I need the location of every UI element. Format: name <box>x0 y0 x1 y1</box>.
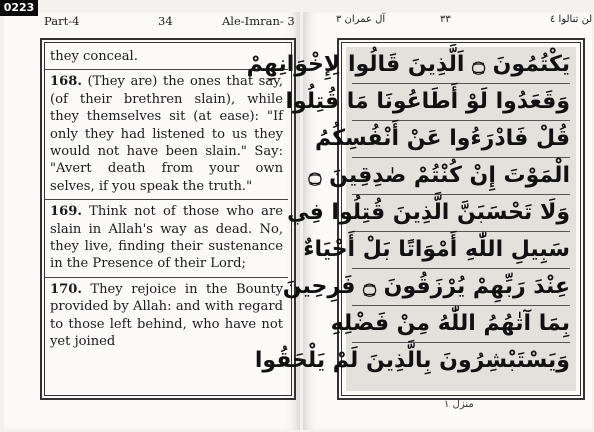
right-header-page: ٣٣ <box>440 14 451 25</box>
arabic-text-box <box>246 47 576 391</box>
verse-169: 169. Think not of those who are slain in Allah's way as dead. No, they live, finding their sustenance in the Presence of their Lord; <box>50 204 283 272</box>
right-header-part: لن تنالوا ٤ <box>550 14 593 25</box>
arabic-line: يَكْتُمُونَ ۝ اَلَّذِينَ قَالُوا لِإِخْوَانِهِمْ <box>352 47 570 84</box>
arabic-frame <box>246 38 585 400</box>
right-header-surah: آل عمران ٣ <box>336 14 386 25</box>
verse-number: 170. <box>50 281 82 297</box>
arabic-line: وَلَا تَحْسَبَنَّ الَّذِينَ قُتِلُوا فِي <box>352 195 570 232</box>
divider <box>45 199 288 200</box>
translation-text <box>50 48 283 351</box>
arabic-line: الْمَوْتَ إِنْ كُنْتُمْ صٰدِقِينَ ۝ <box>352 158 570 195</box>
left-header-page: 34 <box>158 14 173 28</box>
verse-168: 168. (They are) the ones that say, (of their brethren slain), while they themselves sit (at ease): "If only they had listened to us they would not have been slain." Say: "Avert death from your own selves, if you speak the truth." <box>50 74 283 194</box>
verse-167-end: they conceal. <box>50 49 138 64</box>
arabic-line: بِمَا آتٰهُمُ اللّٰهُ مِنْ فَضْلِهِ <box>352 306 570 343</box>
left-header-part: Part-4 <box>44 14 80 28</box>
manzil-footer: منزل ١ <box>444 399 474 410</box>
arabic-line: سَبِيلِ اللّٰهِ أَمْوَاتًا بَلْ أَحْيَاءٌ <box>352 232 570 269</box>
arabic-line: وَيَسْتَبْشِرُونَ بِالَّذِينَ لَمْ يَلْحَقُوا <box>254 348 570 373</box>
arabic-line: وَقَعَدُوا لَوْ أَطَاعُونَا مَا قُتِلُوا <box>352 84 570 121</box>
verse-number: 168. <box>50 74 82 90</box>
arabic-line: قُلْ فَادْرَءُوا عَنْ أَنْفُسِكُمُ <box>352 121 570 158</box>
verse-number: 169. <box>50 204 82 220</box>
arabic-line: عِنْدَ رَبِّهِمْ يُرْزَقُونَ ۝ فَرِحِينَ <box>352 269 570 306</box>
image-id-badge: 0223 <box>0 0 38 16</box>
verse-170: 170. They rejoice in the Bounty provided by Allah: and with regard to those left behind, who have not yet joined <box>50 281 283 350</box>
divider <box>45 277 288 278</box>
left-header-surah: Ale-Imran- 3 <box>222 14 295 28</box>
